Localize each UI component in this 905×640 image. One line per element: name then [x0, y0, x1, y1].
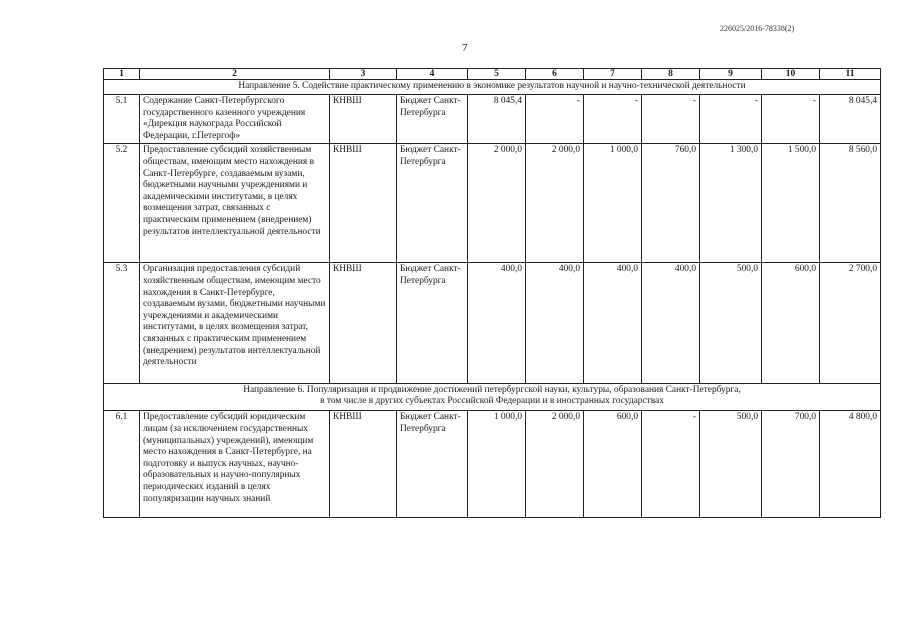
value-col-10: 600,0 [762, 263, 820, 384]
page-number: 7 [462, 42, 468, 54]
value-col-8: 760,0 [642, 144, 700, 263]
column-header: 3 [330, 69, 397, 80]
column-header: 9 [700, 69, 762, 80]
value-col-5: 1 000,0 [468, 411, 526, 518]
column-header: 2 [140, 69, 330, 80]
value-total: 2 700,0 [820, 263, 881, 384]
column-number-header-row [104, 69, 881, 80]
row-executor: КНВШ [330, 411, 397, 518]
value-col-7: - [584, 95, 642, 144]
row-funding-source: Бюджет Санкт-Петербурга [397, 144, 468, 263]
column-header: 11 [820, 69, 881, 80]
value-col-6: 400,0 [526, 263, 584, 384]
value-col-6: 2 000,0 [526, 411, 584, 518]
value-total: 8 045,4 [820, 95, 881, 144]
row-description: Предоставление субсидий хозяйственным обществам, имеющим место нахождения в Санкт-Петербурге, создаваемым вузами, бюджетными научными учреждениями и академическими институтами, в целях возмещения затрат, связанных с практическим применением (внедрением) результатов интеллектуальной деятельности [140, 144, 330, 263]
row-executor: КНВШ [330, 144, 397, 263]
value-col-9: 500,0 [700, 411, 762, 518]
row-funding-source: Бюджет Санкт-Петербурга [397, 263, 468, 384]
document-registration-number: 226025/2016-78338(2) [720, 24, 795, 33]
value-col-5: 400,0 [468, 263, 526, 384]
table-row [104, 144, 881, 263]
row-funding-source: Бюджет Санкт-Петербурга [397, 411, 468, 518]
value-col-9: 500,0 [700, 263, 762, 384]
section-5-title: Направление 5. Содействие практическому применению в экономике результатов научной и научно-технической деятельности [104, 80, 881, 95]
value-col-7: 1 000,0 [584, 144, 642, 263]
column-header: 4 [397, 69, 468, 80]
row-description: Организация предоставления субсидий хозяйственным обществам, имеющим место нахождения в Санкт-Петербурге, создаваемым вузами, бюджетными научными учреждениями и академическими институтами, в целях возмещения затрат, связанных с практическим применением (внедрением) результатов интеллектуальной деятельности [140, 263, 330, 384]
value-col-9: 1 300,0 [700, 144, 762, 263]
value-col-10: 700,0 [762, 411, 820, 518]
program-table [103, 68, 881, 518]
column-header: 1 [104, 69, 140, 80]
section-6-row [104, 384, 881, 411]
value-col-8: 400,0 [642, 263, 700, 384]
value-col-7: 400,0 [584, 263, 642, 384]
value-total: 4 800,0 [820, 411, 881, 518]
row-number: 5.1 [104, 95, 140, 144]
section-6-title-line1: Направление 6. Популяризация и продвижение достижений петербургской науки, культуры, образования Санкт-Петербурга, [243, 385, 741, 396]
value-col-7: 600,0 [584, 411, 642, 518]
row-description: Содержание Санкт-Петербургского государственного казенного учреждения «Дирекция наукограда Российской Федерации, г.Петергоф» [140, 95, 330, 144]
section-6-title-line2: в том числе в других субъектах Российской Федерации и в иностранных государствах [320, 396, 664, 407]
table-row [104, 411, 881, 518]
value-col-6: - [526, 95, 584, 144]
row-executor: КНВШ [330, 263, 397, 384]
table-row [104, 95, 881, 144]
column-header: 6 [526, 69, 584, 80]
value-col-10: 1 500,0 [762, 144, 820, 263]
row-number: 6.1 [104, 411, 140, 518]
value-col-8: - [642, 411, 700, 518]
column-header: 7 [584, 69, 642, 80]
value-col-6: 2 000,0 [526, 144, 584, 263]
row-number: 5.2 [104, 144, 140, 263]
value-col-10: - [762, 95, 820, 144]
column-header: 5 [468, 69, 526, 80]
row-funding-source: Бюджет Санкт-Петербурга [397, 95, 468, 144]
row-number: 5.3 [104, 263, 140, 384]
column-header: 10 [762, 69, 820, 80]
value-col-5: 8 045,4 [468, 95, 526, 144]
value-col-8: - [642, 95, 700, 144]
value-col-9: - [700, 95, 762, 144]
column-header: 8 [642, 69, 700, 80]
section-5-row [104, 80, 881, 95]
value-col-5: 2 000,0 [468, 144, 526, 263]
row-executor: КНВШ [330, 95, 397, 144]
row-description: Предоставление субсидий юридическим лицам (за исключением государственных (муниципальных) учреждений), имеющим место нахождения в Санкт-Петербурге, на подготовку и выпуск научных, научно-образовательных и научно-популярных периодических изданий в целях популяризации научных знаний [140, 411, 330, 518]
table-row [104, 263, 881, 384]
section-6-title [104, 384, 881, 411]
value-total: 8 560,0 [820, 144, 881, 263]
